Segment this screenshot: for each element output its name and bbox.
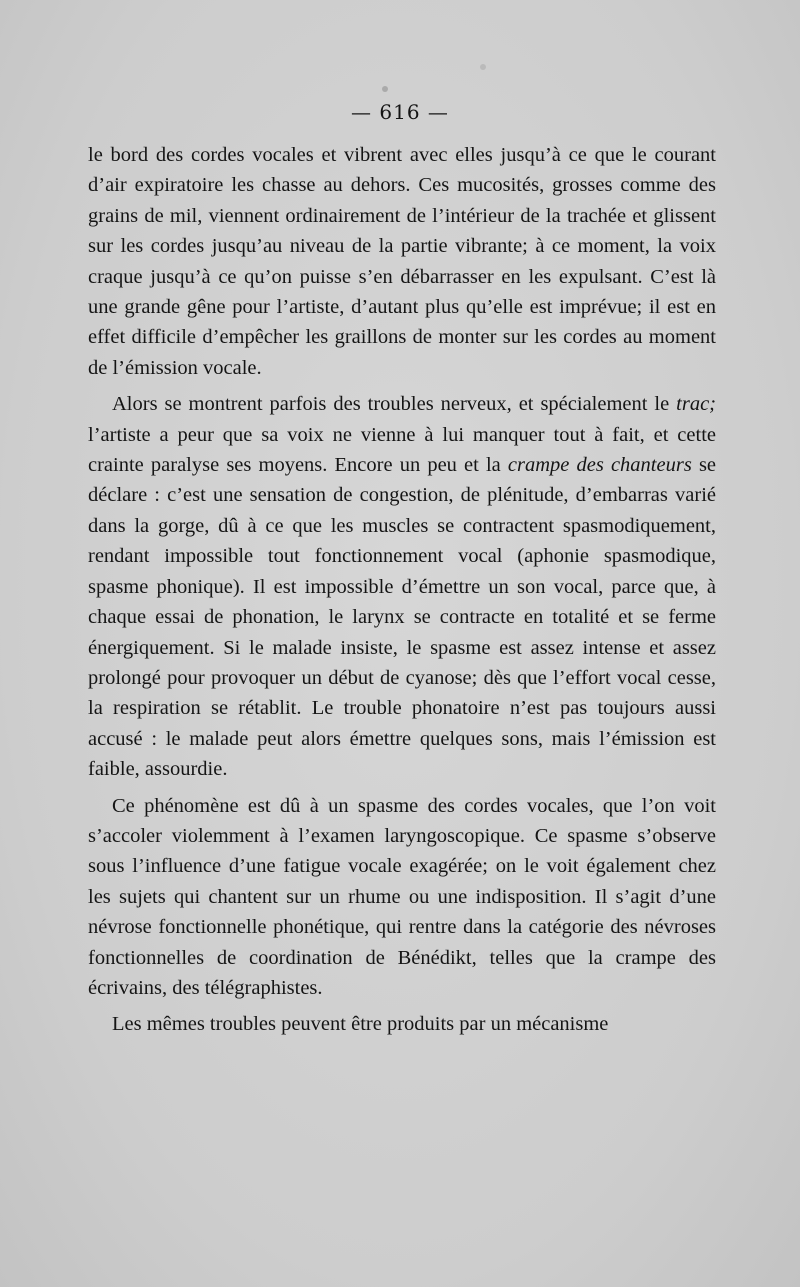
body-text [88,140,716,1046]
paper-speck [382,86,388,92]
text-run: se déclare : c’est une sensation de congestion, de plénitude, d’embarras varié dans la gorge, dû à ce que les muscles se contractent spasmodiquement, rendant impossible tout fonctionnement vocal (aphonie spasmodique, spasme phonique). Il est impossible d’émettre un son vocal, parce que, à chaque essai de phonation, le larynx se contracte en totalité et se ferme énergiquement. Si le malade insiste, le spasme est assez intense et assez prolongé pour provoquer un début de cyanose; dès que l’effort vocal cesse, la respiration se rétablit. Le trouble phonatoire n’est pas toujours aussi accusé : le malade peut alors émettre quelques sons, mais l’émission est faible, assourdie. [88,454,717,781]
paragraph-1: le bord des cordes vocales et vibrent avec elles jusqu’à ce que le courant d’air expiratoire les chasse au dehors. Ces mucosités, grosses comme des grains de mil, viennent ordinairement de l’intérieur de la trachée et glissent sur les cordes jusqu’au niveau de la partie vibrante; à ce moment, la voix craque jusqu’à ce qu’on puisse s’en débarrasser en les expulsant. C’est là une grande gêne pour l’artiste, d’autant plus qu’elle est imprévue; il est en effet difficile d’empêcher les graillons de monter sur les cordes au moment de l’émission vocale. [88,144,716,379]
paragraph-4: Les mêmes troubles peuvent être produits par un mécanisme [112,1013,609,1036]
paragraph-2 [88,389,716,784]
text-run: l’artiste a peur que sa voix ne vienne à lui manquer tout à fait, et cette crainte paralyse ses moyens. Encore un peu et la [88,423,716,477]
italic-term-trac: trac; [676,393,716,416]
paper-speck [480,64,486,70]
text-run: Alors se montrent parfois des troubles nerveux, et spécialement le [112,393,677,416]
page-number: — 616 — [351,100,449,124]
italic-term-crampe: crampe des chanteurs [507,454,692,477]
paragraph-3: Ce phénomène est dû à un spasme des cordes vocales, que l’on voit s’accoler violemment à l’examen laryngoscopique. Ce spasme s’observe sous l’influence d’une fatigue vocale exagérée; on le voit également chez les sujets qui chantent sur un rhume ou une indisposition. Il s’agit d’une névrose fonctionnelle phonétique, qui rentre dans la catégorie des névroses fonctionnelles de coordination de Bénédikt, telles que la crampe des écrivains, des télégraphistes. [88,794,716,999]
